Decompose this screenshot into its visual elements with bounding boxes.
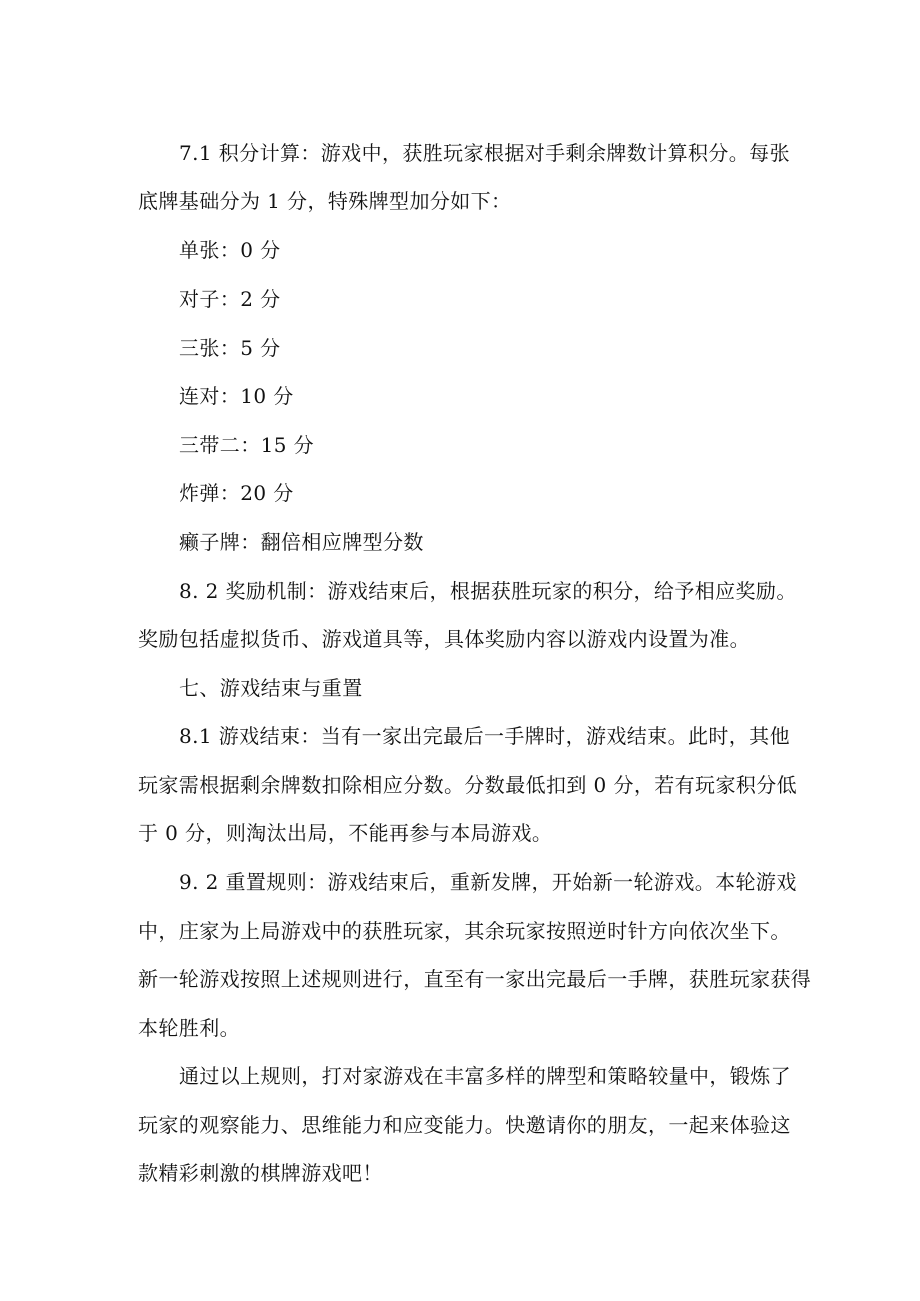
text-line: 玩家需根据剩余牌数扣除相应分数。分数最低扣到 0 分，若有玩家积分低 [138, 773, 798, 797]
text-line: 奖励包括虚拟货币、游戏道具等，具体奖励内容以游戏内设置为准。 [138, 627, 750, 651]
text-line: 三张：5 分 [179, 336, 281, 360]
text-line: 中，庄家为上局游戏中的获胜玩家，其余玩家按照逆时针方向依次坐下。 [138, 919, 791, 943]
text-line: 单张：0 分 [179, 238, 281, 262]
text-line: 7.1 积分计算：游戏中，获胜玩家根据对手剩余牌数计算积分。每张 [179, 141, 790, 165]
text-line: 8.1 游戏结束：当有一家出完最后一手牌时，游戏结束。此时，其他 [179, 724, 790, 748]
text-line: 底牌基础分为 1 分，特殊牌型加分如下： [138, 189, 512, 213]
text-line: 新一轮游戏按照上述规则进行，直至有一家出完最后一手牌，获胜玩家获得 [138, 967, 812, 991]
text-line: 于 0 分，则淘汰出局，不能再参与本局游戏。 [138, 821, 553, 845]
text-line: 玩家的观察能力、思维能力和应变能力。快邀请你的朋友，一起来体验这 [138, 1113, 791, 1137]
text-line: 8. 2 奖励机制：游戏结束后，根据获胜玩家的积分，给予相应奖励。 [179, 579, 797, 603]
text-line: 炸弹：20 分 [179, 481, 294, 505]
text-line: 9. 2 重置规则：游戏结束后，重新发牌，开始新一轮游戏。本轮游戏 [179, 870, 797, 894]
text-line: 三带二：15 分 [179, 433, 315, 457]
text-line: 连对：10 分 [179, 384, 294, 408]
text-line: 通过以上规则，打对家游戏在丰富多样的牌型和策略较量中，锻炼了 [179, 1064, 791, 1088]
text-line: 癞子牌：翻倍相应牌型分数 [179, 530, 424, 554]
text-line: 对子：2 分 [179, 287, 281, 311]
text-line: 本轮胜利。 [138, 1016, 240, 1040]
text-line: 款精彩刺激的棋牌游戏吧！ [138, 1161, 383, 1185]
section-heading: 七、游戏结束与重置 [179, 676, 363, 700]
